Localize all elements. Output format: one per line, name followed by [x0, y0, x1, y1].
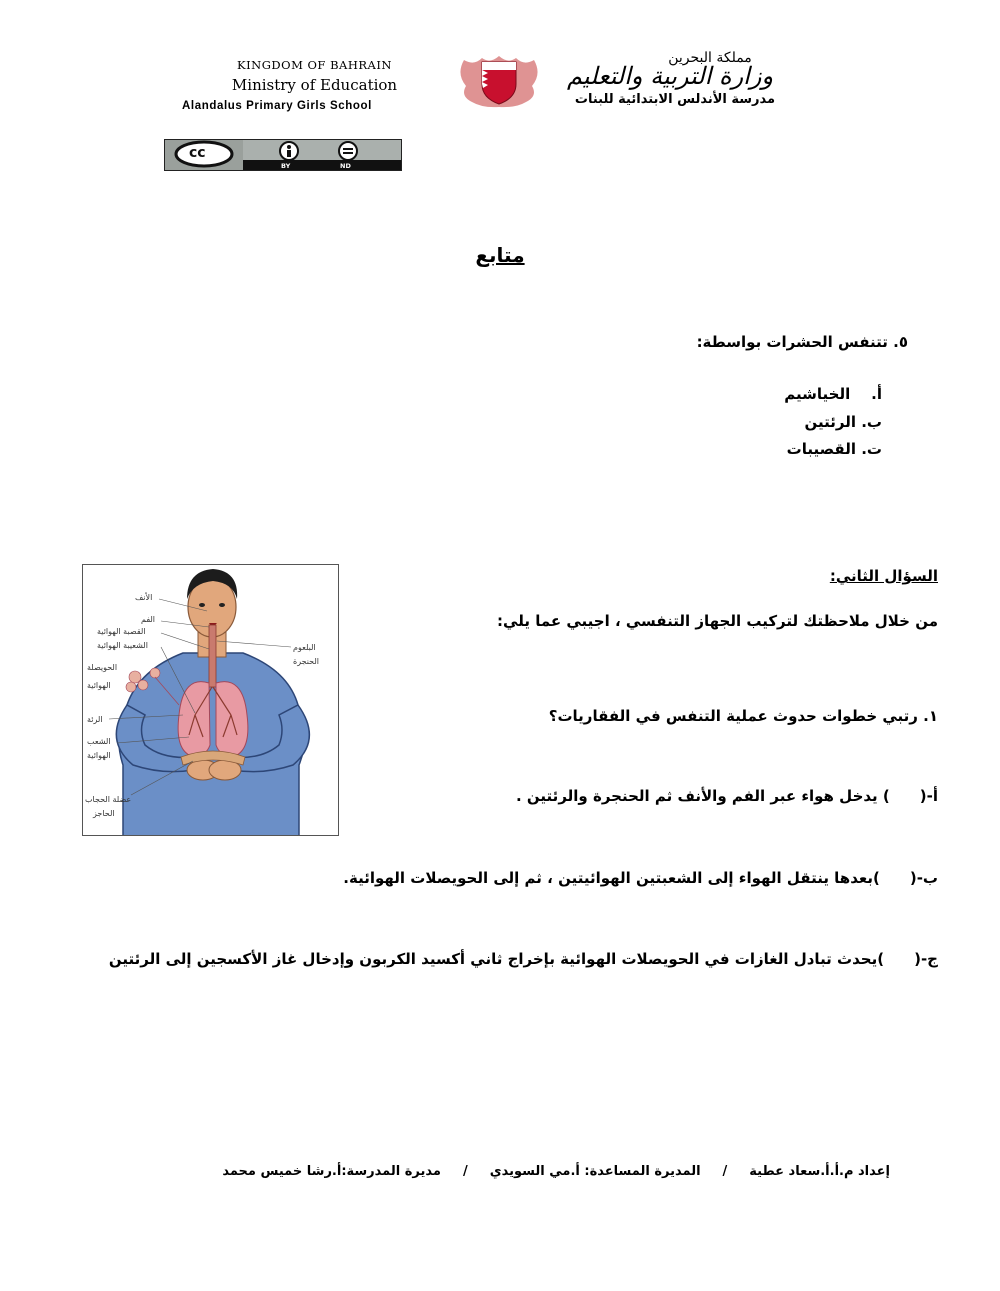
footer-credits — [222, 1164, 890, 1179]
step-marker: ج-( — [914, 950, 938, 968]
ordering-step-a — [516, 787, 938, 805]
label-bronchiole: الشعيبة الهوائية — [97, 641, 148, 650]
footer-assistant-principal: المديرة المساعدة: أ.مي السويدي — [489, 1164, 701, 1179]
header-school-ar: مدرسة الأندلس الابتدائية للبنات — [574, 92, 776, 107]
label-alveoli-1: الحويصلة — [87, 663, 118, 672]
label-nose: الأنف — [135, 593, 153, 602]
header-english — [182, 58, 462, 112]
cc-license-badge — [164, 139, 402, 171]
question-5-option-c — [787, 440, 882, 458]
step-close: ) — [882, 787, 890, 805]
label-trachea: القصبة الهوائية — [97, 627, 146, 636]
step-text: يدخل هواء عبر الفم والأنف ثم الحنجرة والرئتين . — [516, 787, 878, 805]
footer-separator: / — [462, 1164, 468, 1179]
label-diaphragm-2: الحاجز — [93, 809, 115, 818]
label-bronchus-2: الهوائية — [87, 751, 111, 760]
by-label: BY — [281, 162, 291, 170]
label-bronchus-1: الشعب — [87, 737, 111, 746]
label-diaphragm-1: عضلة الحجاب — [85, 795, 132, 804]
label-alveoli-2: الهوائية — [87, 681, 111, 690]
option-text: الخياشيم — [784, 385, 851, 403]
label-lung: الرئة — [87, 715, 103, 724]
cc-label: cc — [189, 145, 206, 161]
header-arabic — [540, 50, 820, 107]
bahrain-emblem-icon — [454, 52, 544, 110]
question-2-intro: من خلال ملاحظتك لتركيب الجهاز التنفسي ، اجيبي عما يلي: — [497, 612, 938, 630]
step-close: ) — [872, 869, 880, 887]
header-kingdom-ar: مملكة البحرين — [668, 50, 752, 66]
question-2-task: ١. رتبي خطوات حدوث عملية التنفس في الفقاريات؟ — [548, 707, 938, 725]
option-text: القصيبات — [786, 440, 856, 458]
question-5-option-b — [805, 413, 883, 431]
header-ministry-ar: وزارة التربية والتعليم — [566, 62, 774, 90]
footer-principal: مديرة المدرسة:أ.رشا خميس محمد — [222, 1164, 441, 1179]
option-marker: ت. — [861, 440, 882, 458]
step-text: بعدها ينتقل الهواء إلى الشعبتين الهوائيتين ، ثم إلى الحويصلات الهوائية. — [343, 869, 873, 887]
header-school: Alandalus Primary Girls School — [182, 100, 372, 112]
footer-prepared-by: إعداد م.أ.أ.سعاد عطية — [749, 1164, 890, 1179]
step-text: يحدث تبادل الغازات في الحويصلات الهوائية بإخراج ثاني أكسيد الكربون وإدخال غاز الأكسجين إلى الرئتين — [108, 950, 878, 968]
footer-separator: / — [722, 1164, 728, 1179]
ordering-step-c — [109, 950, 938, 968]
option-marker: ب. — [861, 413, 882, 431]
step-marker: أ-( — [919, 787, 938, 805]
step-marker: ب-( — [909, 869, 938, 887]
label-larynx: الحنجرة — [293, 657, 320, 666]
option-text: الرئتين — [804, 413, 856, 431]
question-5-stem: ٥. تتنفس الحشرات بواسطة: — [696, 333, 908, 351]
step-close: ) — [877, 950, 885, 968]
label-pharynx: البلعوم — [293, 643, 316, 652]
option-marker: أ. — [871, 385, 882, 403]
nd-label: ND — [340, 162, 351, 170]
page-title: متابع — [475, 243, 525, 267]
header-kingdom: KINGDOM OF BAHRAIN — [237, 58, 392, 72]
question-5-option-a — [784, 385, 882, 403]
header-ministry: Ministry of Education — [231, 76, 398, 94]
question-2-heading: السؤال الثاني: — [829, 567, 938, 585]
label-mouth: الفم — [141, 615, 156, 624]
ordering-step-b — [343, 869, 938, 887]
respiratory-system-diagram — [82, 564, 339, 836]
